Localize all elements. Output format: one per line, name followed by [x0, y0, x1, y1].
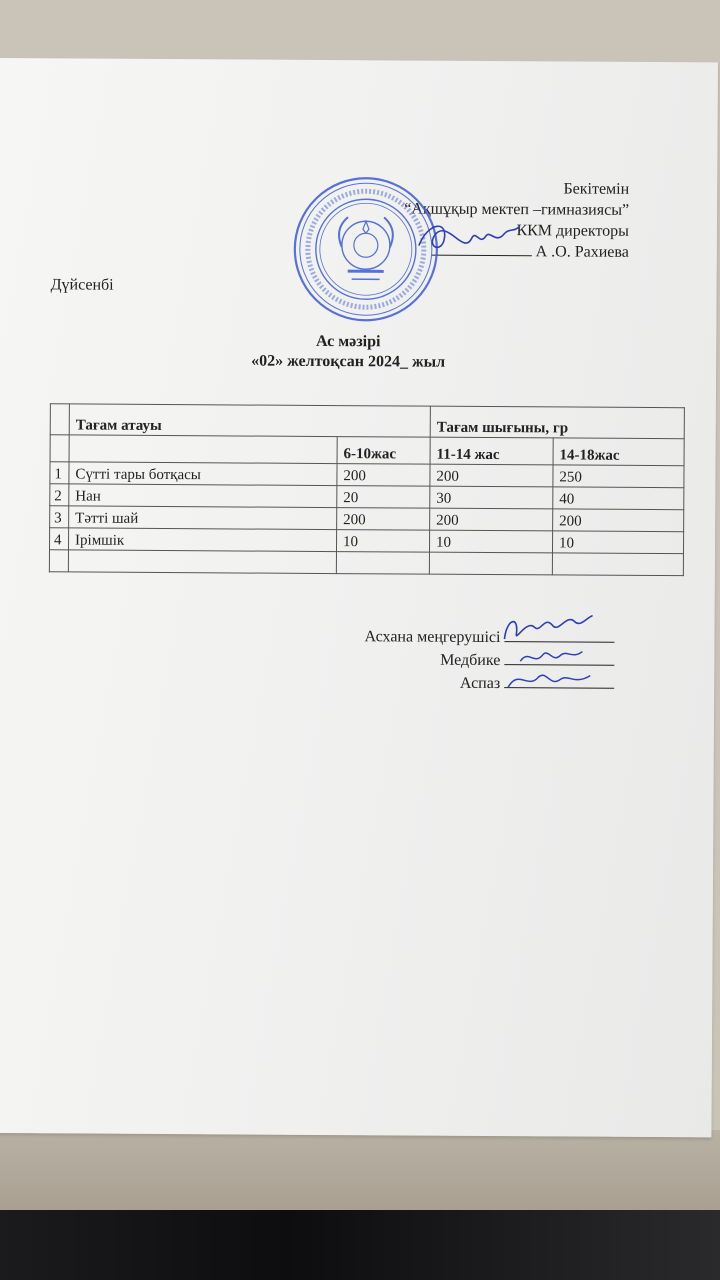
menu-table	[49, 403, 685, 576]
table-cell	[49, 550, 68, 572]
table-cell	[69, 435, 337, 464]
table-cell	[50, 404, 69, 435]
menu-title	[0, 330, 698, 374]
row-number: 1	[50, 462, 69, 484]
amount-cell: 250	[553, 465, 684, 488]
header-consumption: Тағам шығыны, гр	[430, 406, 684, 439]
table-cell	[50, 435, 69, 462]
table-cell	[68, 550, 336, 574]
amount-cell: 10	[429, 530, 552, 553]
nurse-label: Медбике	[440, 651, 501, 670]
amount-cell: 10	[552, 531, 683, 554]
age-group-2: 11-14 жас	[430, 437, 553, 465]
amount-cell: 20	[337, 486, 430, 509]
dish-name: Ірімшік	[68, 528, 336, 552]
amount-cell: 200	[337, 508, 430, 531]
director-signature-icon	[414, 216, 524, 262]
amount-cell: 200	[430, 464, 553, 487]
table-row-empty	[49, 550, 683, 576]
age-group-1: 6-10жас	[337, 437, 430, 465]
amount-cell: 200	[430, 508, 553, 531]
amount-cell: 30	[430, 486, 553, 509]
table-header-row	[50, 404, 684, 439]
menu-date: «02» желтоқсан 2024_ жыл	[251, 352, 446, 371]
table-row	[50, 462, 684, 488]
table-cell	[429, 552, 552, 575]
dish-name: Сүтті тары ботқасы	[69, 462, 337, 486]
director-name: А .О. Рахиева	[535, 243, 629, 261]
document-page	[0, 58, 718, 1137]
approval-word: Бекітемін	[563, 180, 630, 198]
row-number: 3	[50, 506, 69, 528]
row-number: 4	[49, 528, 68, 550]
director-title: ККМ директоры	[516, 222, 630, 240]
amount-cell: 200	[553, 509, 684, 532]
floor-shadow	[0, 1210, 720, 1280]
table-cell	[336, 552, 429, 575]
menu-title-main: Ас мәзірі	[315, 332, 381, 351]
amount-cell: 200	[337, 464, 430, 487]
row-number: 2	[50, 484, 69, 506]
canteen-head-label: Асхана меңгерушісі	[364, 628, 501, 647]
cook-label: Аспаз	[459, 674, 501, 693]
cook-signature-icon	[504, 665, 594, 696]
header-dish-name: Тағам атауы	[69, 404, 430, 437]
school-name: “Ақшұқыр мектеп –гимназиясы”	[404, 200, 630, 219]
amount-cell: 40	[553, 487, 684, 510]
table-cell	[552, 553, 683, 576]
dish-name: Тәтті шай	[69, 506, 337, 530]
dish-name: Нан	[69, 484, 337, 508]
weekday-label: Дүйсенбі	[50, 276, 114, 294]
age-group-3: 14-18жас	[553, 438, 684, 466]
amount-cell: 10	[336, 530, 429, 553]
table-subheader-row	[50, 435, 684, 466]
